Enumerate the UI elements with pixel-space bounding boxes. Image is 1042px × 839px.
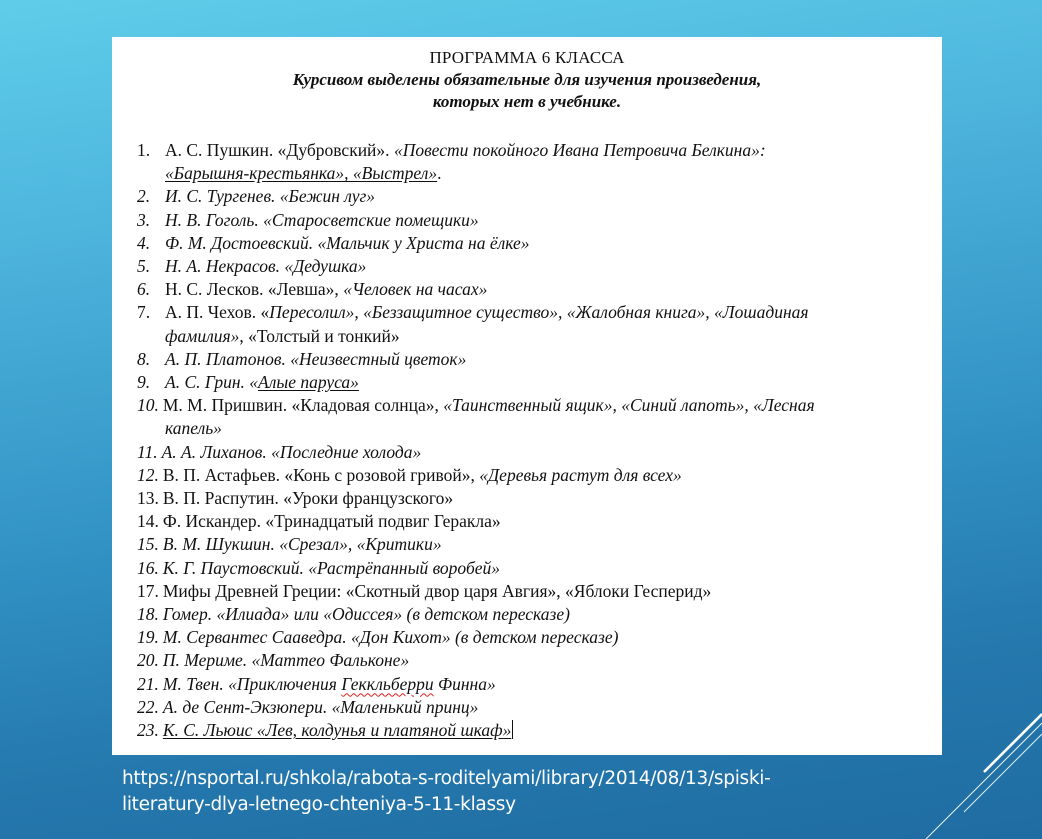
list-item-number: 11. (137, 441, 158, 462)
list-item-text: Гомер. «Илиада» или «Одиссея» (в детском пересказе) (162, 604, 570, 625)
list-item-number: 13. (137, 488, 159, 509)
list-item (137, 673, 937, 696)
list-item-number: 22. (137, 696, 159, 717)
list-item-text: «Повести покойного Ивана Петровича Белкина»: (393, 140, 766, 160)
list-item (137, 533, 937, 556)
list-item-text: М. М. Пришвин. «Кладовая солнца», (162, 395, 444, 416)
list-item (137, 649, 937, 672)
list-item (137, 557, 937, 580)
list-item-text: Алые паруса» (258, 372, 359, 393)
list-item-number: 6. (137, 279, 151, 300)
list-item (137, 278, 937, 301)
list-item (137, 394, 937, 440)
list-item (137, 371, 937, 394)
subtitle (112, 69, 942, 113)
list-item-number: 2. (137, 186, 151, 207)
list-item-text: И. С. Тургенев. «Бежин луг» (165, 186, 376, 207)
list-item-continuation (137, 417, 937, 440)
list-item-text: А. С. Грин. « (165, 372, 259, 393)
list-item-text: Мифы Древней Греции: «Скотный двор царя Авгия», «Яблоки Гесперид» (162, 580, 712, 601)
subtitle-line-2: которых нет в учебнике. (432, 92, 622, 111)
list-item-text: «Человек на часах» (343, 279, 488, 300)
decorative-lines-icon (900, 680, 1042, 839)
list-item-number: 5. (137, 256, 151, 277)
list-item-number: 23. (137, 720, 159, 741)
list-item-number: 7. (137, 302, 151, 323)
list-item-text: фамилия» (165, 325, 240, 346)
list-item-text: Ф. Искандер. «Тринадцатый подвиг Геракла» (162, 511, 501, 532)
list-item-number: 1. (137, 140, 151, 160)
list-item-text: М. Сервантес Сааведра. «Дон Кихот» (в детском пересказе) (162, 627, 619, 648)
list-item-text: капель» (165, 418, 222, 439)
list-item-text: К. Г. Паустовский. «Растрёпанный воробей» (162, 557, 501, 578)
list-item (137, 348, 937, 371)
list-item-number: 17. (137, 580, 159, 601)
source-link-line-2: literatury-dlya-letnego-chteniya-5-11-klassy (122, 794, 516, 815)
list-item-text: П. Мериме. «Маттео Фальконе» (162, 650, 410, 671)
list-item-number: 8. (137, 348, 151, 369)
document-panel (112, 37, 942, 755)
list-item-continuation (165, 325, 937, 348)
list-item (137, 185, 937, 208)
list-item-text: А. П. Чехов. « (165, 302, 270, 323)
list-item-number: 14. (137, 511, 159, 532)
reading-list (137, 139, 937, 742)
list-item-text: В. М. Шукшин. «Срезал», «Критики» (162, 534, 442, 555)
subtitle-line-1: Курсивом выделены обязательные для изучения произведения, (292, 70, 762, 89)
list-item-number: 3. (137, 209, 151, 230)
list-item-text: М. Твен. «Приключения (162, 673, 342, 694)
list-item (137, 209, 937, 232)
list-item-number: 19. (137, 627, 159, 648)
list-item-continuation (165, 162, 937, 185)
list-item-text: А. А. Лиханов. «Последние холода» (161, 441, 422, 462)
list-item-number: 15. (137, 534, 159, 555)
list-item (137, 719, 937, 742)
list-item-text: А. П. Платонов. «Неизвестный цветок» (165, 348, 467, 369)
list-item (137, 441, 937, 464)
list-item-number: 12. (137, 464, 159, 485)
list-item-text: Н. С. Лесков. «Левша», (165, 279, 344, 300)
list-item (137, 580, 937, 603)
list-item-text: Финна» (433, 673, 496, 694)
list-item-text: Н. А. Некрасов. «Дедушка» (165, 256, 367, 277)
list-item (137, 301, 937, 347)
list-item (137, 603, 937, 626)
list-item-text: Ф. М. Достоевский. «Мальчик у Христа на ёлке» (165, 232, 530, 253)
list-item (137, 696, 937, 719)
list-item-text: Пересолил», «Беззащитное существо», «Жалобная книга», «Лошадиная (269, 302, 809, 323)
list-item (137, 232, 937, 255)
list-item-number: 9. (137, 372, 151, 393)
list-item (137, 510, 937, 533)
list-item-number: 10. (137, 395, 159, 416)
list-item-text: В. П. Распутин. «Уроки французского» (162, 488, 454, 509)
source-link[interactable] (122, 766, 942, 818)
list-item-text: А. де Сент-Экзюпери. «Маленький принц» (162, 696, 479, 717)
list-item-text: А. С. Пушкин. «Дубровский». (165, 140, 394, 160)
list-item-text: В. П. Астафьев. «Конь с розовой гривой», (162, 464, 480, 485)
list-item-text: , «Толстый и тонкий» (239, 325, 400, 346)
list-item-text: К. С. Льюис «Лев, колдунья и платяной шкаф» (162, 720, 512, 741)
text-cursor (512, 720, 513, 739)
list-item-number: 20. (137, 650, 159, 671)
list-item-number: 21. (137, 673, 159, 694)
list-item-text: «Барышня-крестьянка», «Выстрел» (165, 163, 438, 184)
list-item (137, 464, 937, 487)
list-item-text: . (437, 163, 442, 184)
list-item-text: «Таинственный ящик», «Синий лапоть», «Лесная (443, 395, 815, 416)
list-item (137, 139, 937, 185)
list-item (137, 487, 937, 510)
list-item (137, 255, 937, 278)
list-item (137, 626, 937, 649)
list-item-text: «Деревья растут для всех» (479, 464, 682, 485)
source-link-line-1: https://nsportal.ru/shkola/rabota-s-roditelyami/library/2014/08/13/spiski- (122, 768, 771, 789)
list-item-text: Геккльберри (341, 673, 434, 694)
list-item-number: 18. (137, 604, 159, 625)
page-title: ПРОГРАММА 6 КЛАССА (429, 48, 625, 67)
list-item-number: 16. (137, 557, 159, 578)
list-item-text: Н. В. Гоголь. «Старосветские помещики» (165, 209, 479, 230)
list-item-number: 4. (137, 232, 151, 253)
